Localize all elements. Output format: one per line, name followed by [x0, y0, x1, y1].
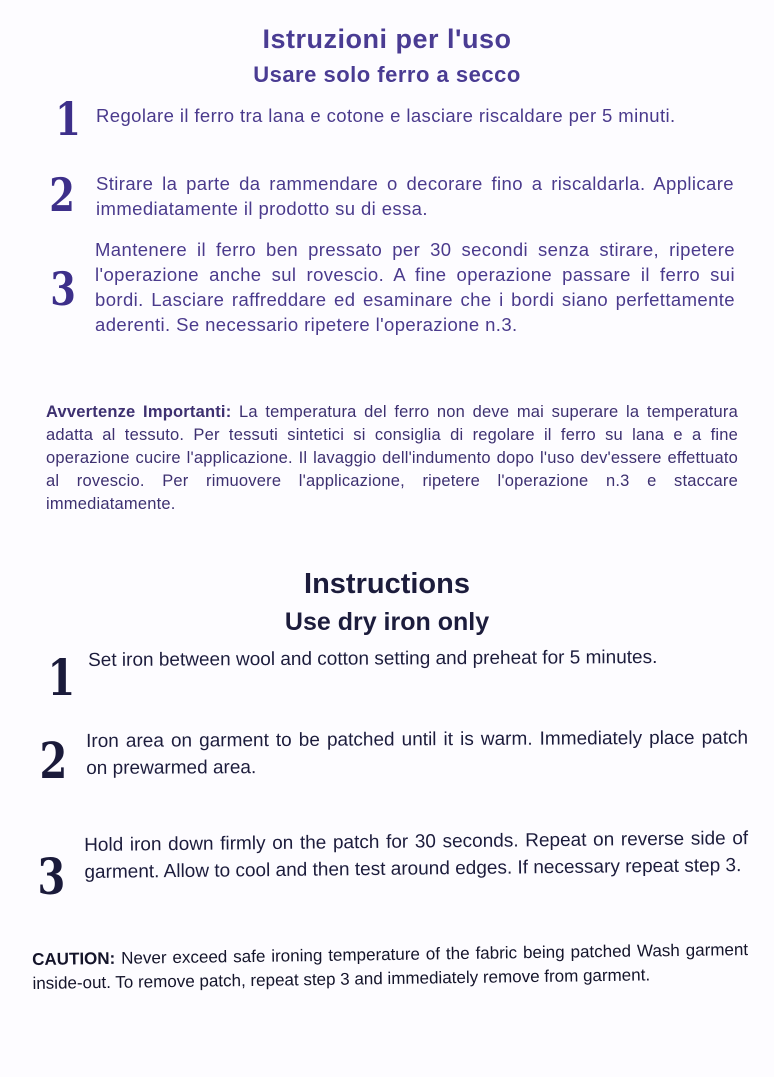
- italian-step-2-number: 2: [49, 168, 75, 222]
- italian-warning-label: Avvertenze Importanti:: [46, 403, 232, 421]
- english-step-1-number: 1: [47, 648, 76, 707]
- english-step-3-text: Hold iron down firmly on the patch for 30 seconds. Repeat on reverse side of garment. Allow to cool and then test around edges. If necessary repeat step 3.: [84, 828, 749, 883]
- italian-warning: [46, 401, 738, 516]
- english-step-3-number: 3: [37, 847, 66, 906]
- italian-warning-text: La temperatura del ferro non deve mai superare la temperatura adatta al tessuto. Per tessuti sintetici si consiglia di regolare il ferro su lana e a fine operazione cucire l'applicazione. Il lavaggio dell'indumento dopo l'uso dev'essere effettuato al rovescio. Per rimuovere l'applicazione, ripetere l'operazione n.3 e staccare immediatamente.: [46, 403, 738, 513]
- italian-step-3-number: 3: [50, 262, 76, 316]
- italian-step-1-number: 1: [55, 92, 81, 146]
- english-step-2-number: 2: [39, 731, 68, 790]
- english-step-2-text: Iron area on garment to be patched until it is warm. Immediately place patch on prewarmed area.: [86, 727, 749, 779]
- italian-step-3-text: Mantenere il ferro ben pressato per 30 secondi senza stirare, ripetere l'operazione anche sul rovescio. A fine operazione passare il ferro sui bordi. Lasciare raffreddare ed esaminare che i bordi siano perfettamente aderenti. Se necessario ripetere l'operazione n.3.: [95, 239, 735, 335]
- italian-step-2-text: Stirare la parte da rammendare o decorare fino a riscaldarla. Applicare immediatamente il prodotto su di essa.: [96, 173, 734, 219]
- english-title: Instructions: [304, 568, 470, 600]
- italian-subtitle: Usare solo ferro a secco: [253, 62, 521, 87]
- italian-title: Istruzioni per l'uso: [262, 24, 512, 54]
- english-caution: [32, 938, 749, 996]
- english-caution-text: Never exceed safe ironing temperature of the fabric being patched Wash garment inside-out. To remove patch, repeat step 3 and immediately remove from garment.: [32, 940, 749, 993]
- english-step-1-text: Set iron between wool and cotton setting and preheat for 5 minutes.: [88, 647, 658, 671]
- italian-step-1-text: Regolare il ferro tra lana e cotone e lasciare riscaldare per 5 minuti.: [96, 105, 676, 126]
- english-caution-label: CAUTION:: [32, 948, 116, 969]
- english-subtitle: Use dry iron only: [284, 608, 490, 636]
